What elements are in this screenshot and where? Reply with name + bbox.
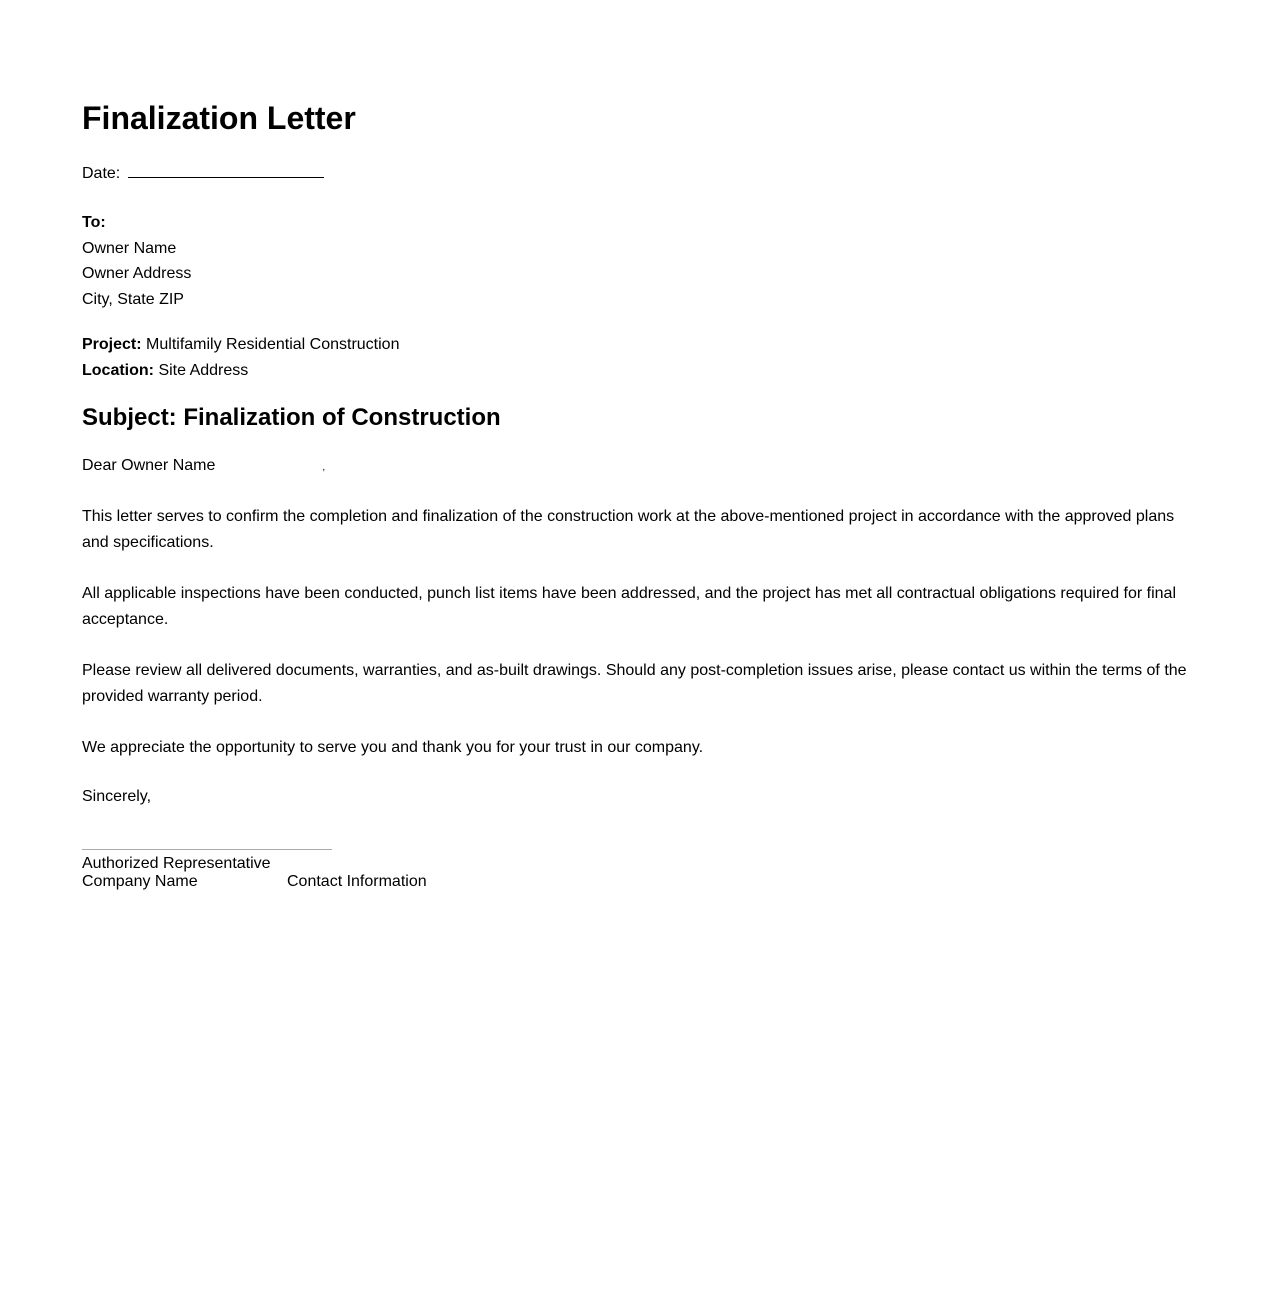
greeting-comma: ,	[322, 462, 326, 473]
project-line	[82, 332, 1196, 358]
recipient-city-state-zip: City, State ZIP	[82, 290, 184, 308]
company-name: Company Name	[82, 872, 198, 890]
date-blank-field[interactable]	[128, 163, 324, 178]
signature-block	[82, 855, 1196, 891]
signature-line	[82, 849, 332, 850]
recipient-name: Owner Name	[82, 239, 177, 257]
location-line	[82, 358, 1196, 384]
contact-information: Contact Information	[287, 872, 427, 890]
project-label: Project:	[82, 336, 142, 353]
document-title: Finalization Letter	[82, 100, 356, 136]
body-paragraph-4: We appreciate the opportunity to serve you and thank you for your trust in our company.	[82, 739, 704, 756]
signer-title: Authorized Representative	[82, 854, 271, 872]
project-info-block	[82, 332, 1196, 384]
greeting-line	[82, 456, 1196, 478]
body-paragraph-3: Please review all delivered documents, warranties, and as-built drawings. Should any post-completion issues arise, please contact us within the terms of the provided warranty period.	[82, 662, 1187, 705]
body-paragraph-1: This letter serves to confirm the completion and finalization of the construction work at the above-mentioned project in accordance with the approved plans and specifications.	[82, 508, 1175, 551]
location-label: Location:	[82, 362, 154, 379]
subject-heading: Subject: Finalization of Construction	[82, 404, 501, 431]
body-paragraph-2: All applicable inspections have been conducted, punch list items have been addressed, and the project has met all contractual obligations required for final acceptance.	[82, 585, 1177, 628]
location-value: Site Address	[158, 362, 249, 379]
project-value: Multifamily Residential Construction	[146, 336, 400, 353]
date-line	[82, 163, 1196, 184]
to-label: To:	[82, 214, 106, 231]
recipient-address: Owner Address	[82, 265, 192, 282]
recipient-block	[82, 210, 1196, 312]
closing: Sincerely,	[82, 787, 152, 805]
salutation: Dear Owner Name	[82, 457, 216, 474]
signature-row	[82, 873, 1196, 891]
date-label: Date:	[82, 165, 121, 182]
